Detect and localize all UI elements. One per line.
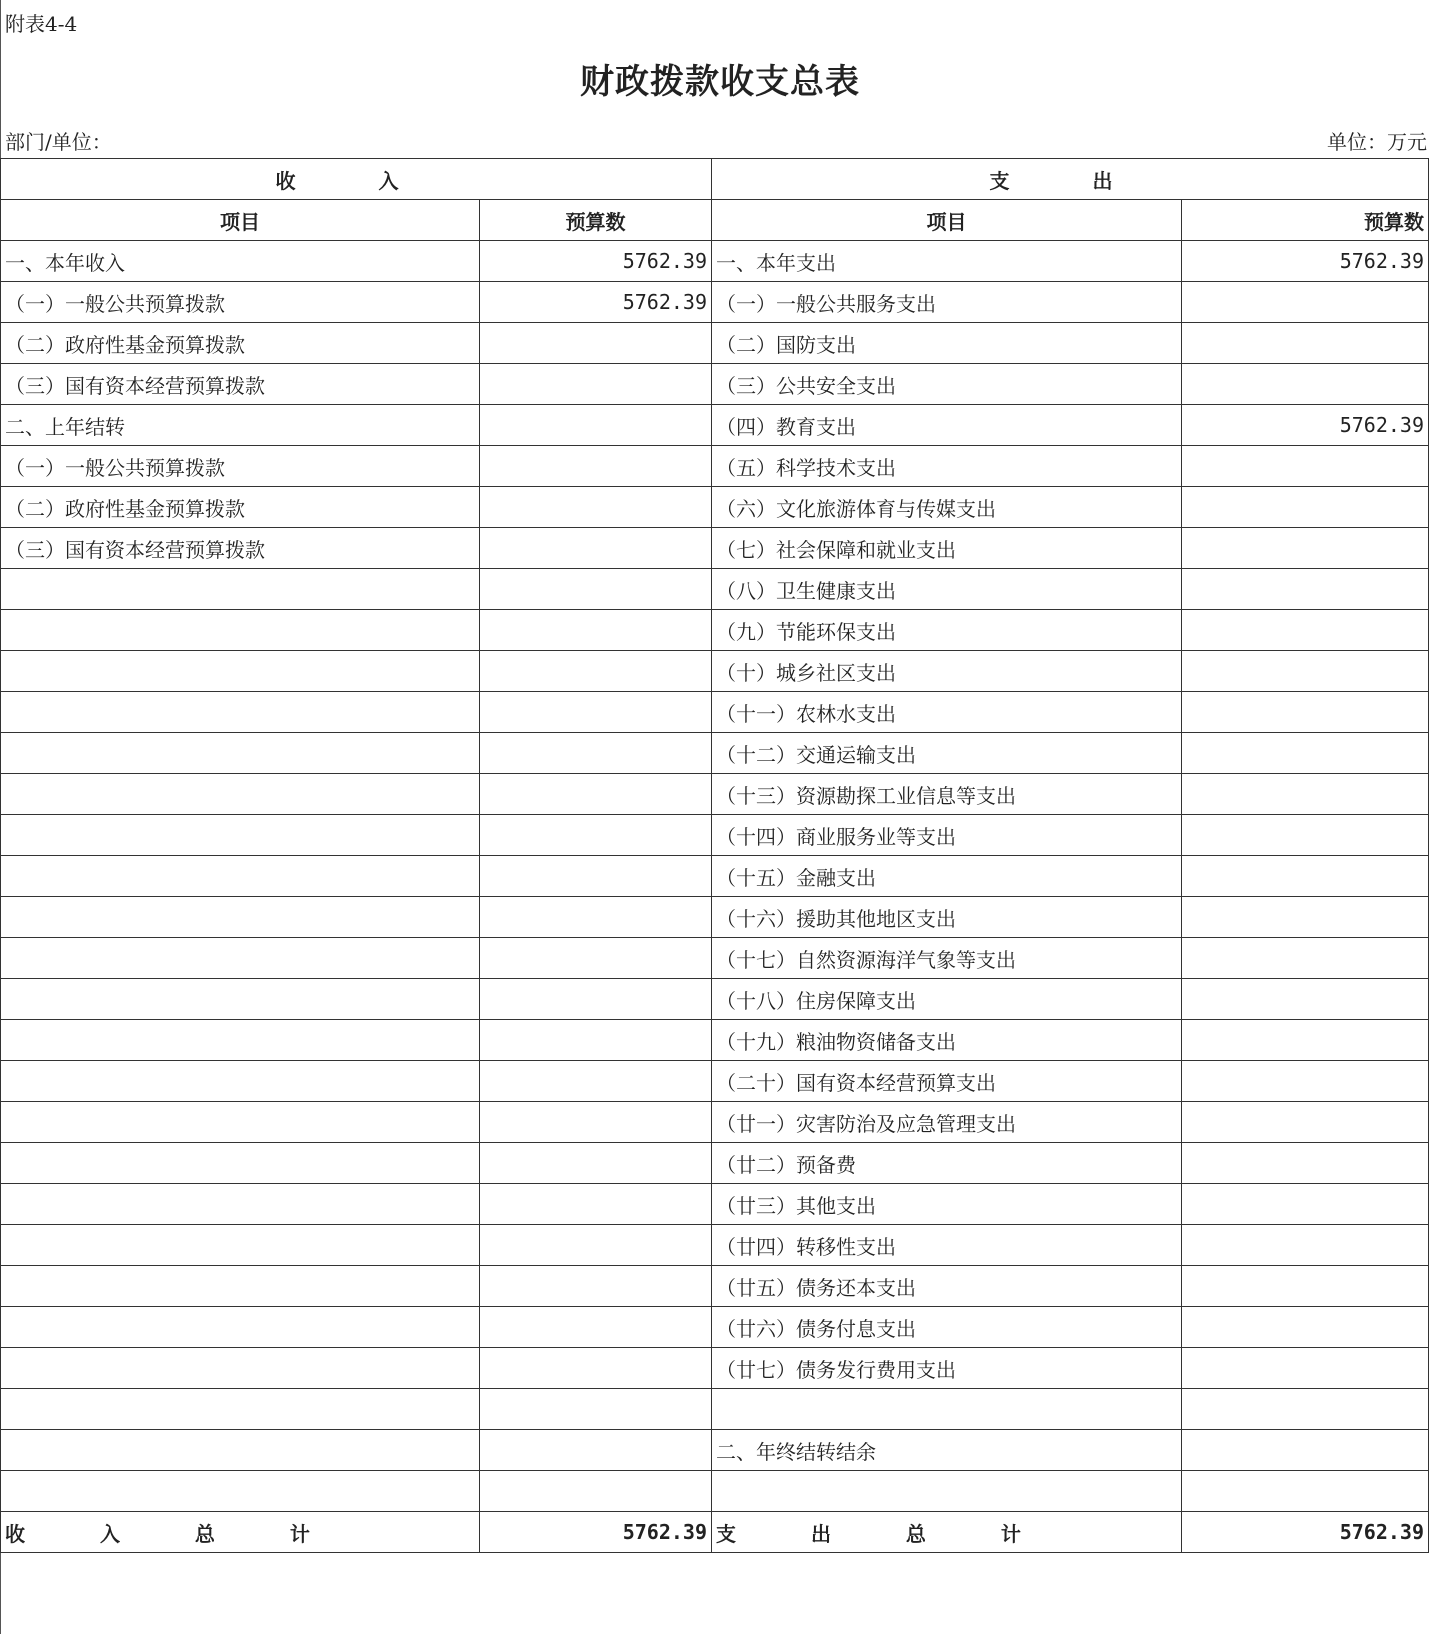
section-header-row (1, 159, 1429, 200)
expense-item-cell: （十二）交通运输支出 (712, 733, 1182, 774)
table-row (1, 1471, 1429, 1512)
expense-budget-header: 预算数 (1182, 200, 1429, 241)
income-budget-cell (480, 528, 712, 569)
income-total-value: 5762.39 (480, 1512, 712, 1553)
table-row (1, 733, 1429, 774)
expense-budget-cell (1182, 897, 1429, 938)
table-row (1, 1307, 1429, 1348)
table-row (1, 610, 1429, 651)
expense-item-cell: （六）文化旅游体育与传媒支出 (712, 487, 1182, 528)
expense-item-cell: （廿四）转移性支出 (712, 1225, 1182, 1266)
expense-item-cell: （九）节能环保支出 (712, 610, 1182, 651)
expense-item-cell: （十六）援助其他地区支出 (712, 897, 1182, 938)
expense-item-cell: （三）公共安全支出 (712, 364, 1182, 405)
expense-budget-cell (1182, 364, 1429, 405)
income-item-cell (1, 733, 480, 774)
expense-budget-cell (1182, 1102, 1429, 1143)
income-budget-cell (480, 1266, 712, 1307)
income-budget-cell (480, 1143, 712, 1184)
income-item-cell (1, 1430, 480, 1471)
table-row (1, 569, 1429, 610)
income-budget-cell (480, 651, 712, 692)
table-row (1, 1266, 1429, 1307)
income-item-cell: 二、上年结转 (1, 405, 480, 446)
expense-item-cell: （八）卫生健康支出 (712, 569, 1182, 610)
attachment-reference: 附表4-4 (5, 12, 78, 36)
expense-budget-cell (1182, 1020, 1429, 1061)
expense-item-cell: （十三）资源勘探工业信息等支出 (712, 774, 1182, 815)
income-budget-cell (480, 1348, 712, 1389)
income-item-cell (1, 1061, 480, 1102)
income-item-cell (1, 569, 480, 610)
income-item-cell (1, 1348, 480, 1389)
expense-budget-cell (1182, 733, 1429, 774)
expense-budget-cell (1182, 856, 1429, 897)
expense-item-cell: （二）国防支出 (712, 323, 1182, 364)
expense-item-cell: （十五）金融支出 (712, 856, 1182, 897)
expense-item-cell: （廿七）债务发行费用支出 (712, 1348, 1182, 1389)
expense-budget-cell (1182, 692, 1429, 733)
income-section-header: 收 入 (1, 159, 712, 200)
income-budget-cell (480, 569, 712, 610)
expense-item-cell: （十八）住房保障支出 (712, 979, 1182, 1020)
income-item-cell: （一）一般公共预算拨款 (1, 282, 480, 323)
income-item-cell (1, 856, 480, 897)
expense-total-label: 支 出 总 计 (712, 1512, 1182, 1553)
income-item-cell: 一、本年收入 (1, 241, 480, 282)
income-budget-cell (480, 405, 712, 446)
expense-item-cell: （十九）粮油物资储备支出 (712, 1020, 1182, 1061)
expense-item-cell: 二、年终结转结余 (712, 1430, 1182, 1471)
income-budget-cell (480, 856, 712, 897)
expense-budget-cell (1182, 979, 1429, 1020)
expense-budget-cell (1182, 528, 1429, 569)
income-item-cell (1, 651, 480, 692)
table-row (1, 1430, 1429, 1471)
income-item-cell: （二）政府性基金预算拨款 (1, 487, 480, 528)
table-row (1, 856, 1429, 897)
income-item-cell (1, 610, 480, 651)
income-item-cell (1, 774, 480, 815)
expense-budget-cell (1182, 1143, 1429, 1184)
income-budget-cell (480, 1225, 712, 1266)
income-budget-cell (480, 897, 712, 938)
income-budget-cell (480, 733, 712, 774)
column-header-row (1, 200, 1429, 241)
income-budget-cell (480, 1430, 712, 1471)
table-row (1, 979, 1429, 1020)
income-budget-cell (480, 979, 712, 1020)
unit-label: 单位：万元 (1327, 130, 1427, 154)
expense-budget-cell: 5762.39 (1182, 405, 1429, 446)
income-item-cell: （一）一般公共预算拨款 (1, 446, 480, 487)
income-budget-cell (480, 938, 712, 979)
expense-item-cell: （一）一般公共服务支出 (712, 282, 1182, 323)
table-row (1, 1061, 1429, 1102)
income-item-header: 项目 (1, 200, 480, 241)
expense-item-cell (712, 1389, 1182, 1430)
expense-item-cell: （十）城乡社区支出 (712, 651, 1182, 692)
expense-budget-cell (1182, 1184, 1429, 1225)
income-budget-cell (480, 1307, 712, 1348)
expense-item-cell (712, 1471, 1182, 1512)
income-item-cell: （三）国有资本经营预算拨款 (1, 528, 480, 569)
expense-item-cell: （廿三）其他支出 (712, 1184, 1182, 1225)
income-item-cell (1, 815, 480, 856)
income-item-cell (1, 1143, 480, 1184)
income-budget-cell (480, 815, 712, 856)
income-item-cell: （三）国有资本经营预算拨款 (1, 364, 480, 405)
income-budget-cell: 5762.39 (480, 282, 712, 323)
income-item-cell (1, 692, 480, 733)
income-budget-cell (480, 323, 712, 364)
table-row (1, 282, 1429, 323)
expense-budget-cell (1182, 938, 1429, 979)
table-row (1, 1102, 1429, 1143)
table-row (1, 938, 1429, 979)
income-item-cell (1, 1020, 480, 1061)
table-row (1, 1184, 1429, 1225)
expense-budget-cell (1182, 1266, 1429, 1307)
income-item-cell: （二）政府性基金预算拨款 (1, 323, 480, 364)
expense-budget-cell (1182, 1389, 1429, 1430)
table-row (1, 1389, 1429, 1430)
income-item-cell (1, 1225, 480, 1266)
expense-budget-cell (1182, 323, 1429, 364)
income-budget-header: 预算数 (480, 200, 712, 241)
table-row (1, 241, 1429, 282)
expense-item-cell: （五）科学技术支出 (712, 446, 1182, 487)
expense-item-cell: 一、本年支出 (712, 241, 1182, 282)
expense-item-cell: （七）社会保障和就业支出 (712, 528, 1182, 569)
department-label: 部门/单位： (5, 130, 112, 154)
income-budget-cell (480, 1061, 712, 1102)
table-row (1, 774, 1429, 815)
expense-budget-cell (1182, 1430, 1429, 1471)
income-budget-cell (480, 774, 712, 815)
income-item-cell (1, 1389, 480, 1430)
expense-budget-cell (1182, 1348, 1429, 1389)
income-item-cell (1, 979, 480, 1020)
income-item-cell (1, 938, 480, 979)
expense-total-value: 5762.39 (1182, 1512, 1429, 1553)
table-row (1, 1225, 1429, 1266)
table-row (1, 897, 1429, 938)
table-row (1, 1020, 1429, 1061)
table-row (1, 364, 1429, 405)
income-total-label: 收 入 总 计 (1, 1512, 480, 1553)
income-budget-cell (480, 692, 712, 733)
income-budget-cell (480, 1020, 712, 1061)
expense-budget-cell (1182, 774, 1429, 815)
income-budget-cell (480, 364, 712, 405)
expense-budget-cell (1182, 1225, 1429, 1266)
income-budget-cell (480, 446, 712, 487)
expense-budget-cell (1182, 1061, 1429, 1102)
income-item-cell (1, 1184, 480, 1225)
expense-budget-cell (1182, 1471, 1429, 1512)
table-row (1, 651, 1429, 692)
income-budget-cell (480, 487, 712, 528)
expense-budget-cell (1182, 282, 1429, 323)
expense-item-cell: （四）教育支出 (712, 405, 1182, 446)
expense-budget-cell (1182, 569, 1429, 610)
table-row (1, 405, 1429, 446)
income-item-cell (1, 1471, 480, 1512)
table-row (1, 528, 1429, 569)
income-budget-cell (480, 1471, 712, 1512)
expense-item-cell: （廿五）债务还本支出 (712, 1266, 1182, 1307)
expense-item-cell: （廿二）预备费 (712, 1143, 1182, 1184)
table-row (1, 487, 1429, 528)
table-row (1, 446, 1429, 487)
expense-budget-cell (1182, 651, 1429, 692)
income-budget-cell (480, 1102, 712, 1143)
expense-item-cell: （十七）自然资源海洋气象等支出 (712, 938, 1182, 979)
table-row (1, 1348, 1429, 1389)
income-budget-cell: 5762.39 (480, 241, 712, 282)
table-row (1, 1143, 1429, 1184)
fiscal-summary-table (0, 158, 1429, 1553)
expense-item-cell: （十四）商业服务业等支出 (712, 815, 1182, 856)
page-title: 财政拨款收支总表 (580, 62, 860, 102)
expense-item-cell: （二十）国有资本经营预算支出 (712, 1061, 1182, 1102)
income-budget-cell (480, 1184, 712, 1225)
table-row (1, 323, 1429, 364)
expense-budget-cell (1182, 610, 1429, 651)
income-item-cell (1, 897, 480, 938)
expense-item-header: 项目 (712, 200, 1182, 241)
table-row (1, 815, 1429, 856)
expense-item-cell: （廿六）债务付息支出 (712, 1307, 1182, 1348)
expense-budget-cell (1182, 487, 1429, 528)
expense-item-cell: （廿一）灾害防治及应急管理支出 (712, 1102, 1182, 1143)
totals-row (1, 1512, 1429, 1553)
expense-budget-cell (1182, 1307, 1429, 1348)
table-row (1, 692, 1429, 733)
income-item-cell (1, 1266, 480, 1307)
income-item-cell (1, 1307, 480, 1348)
expense-budget-cell (1182, 815, 1429, 856)
income-budget-cell (480, 610, 712, 651)
income-item-cell (1, 1102, 480, 1143)
expense-item-cell: （十一）农林水支出 (712, 692, 1182, 733)
expense-budget-cell: 5762.39 (1182, 241, 1429, 282)
income-budget-cell (480, 1389, 712, 1430)
expense-section-header: 支 出 (712, 159, 1429, 200)
expense-budget-cell (1182, 446, 1429, 487)
